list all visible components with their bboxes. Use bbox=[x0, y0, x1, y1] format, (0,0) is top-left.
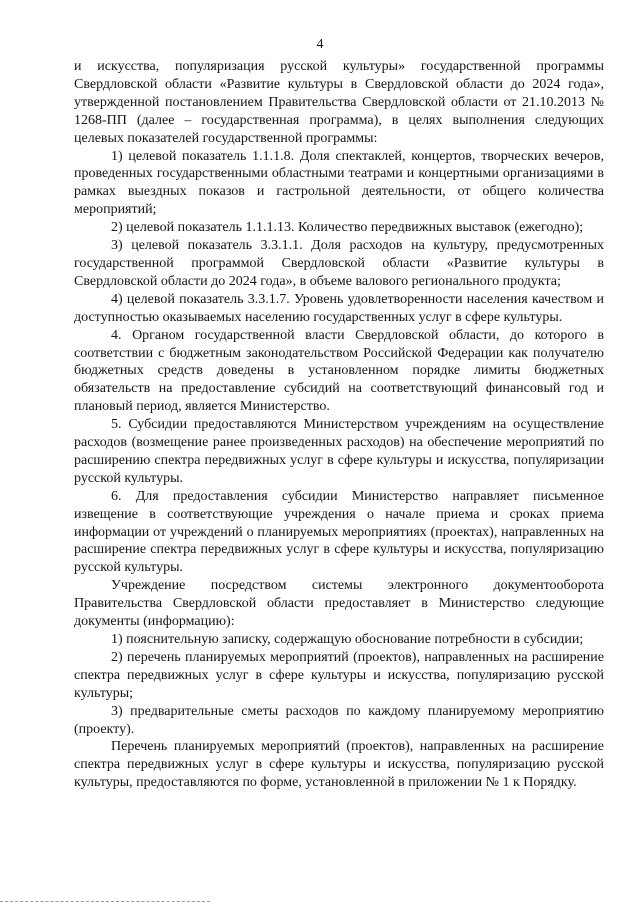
page-number: 4 bbox=[316, 37, 324, 52]
paragraph-list-form: Перечень планируемых мероприятий (проектов), направленных на расширение спектра передвижных услуг в сфере культуры и искусства, популяризацию русской культуры, предоставляются по форме, установленной в приложении № 1 к Порядку. bbox=[74, 739, 604, 791]
paragraph-indicator-3: 3) целевой показатель 3.3.1.1. Доля расходов на культуру, предусмотренных государственной программой Свердловской области «Развитие культуры в Свердловской области до 2024 года», в объеме валового регионального продукта; bbox=[74, 238, 604, 289]
paragraph-institution-provides: Учреждение посредством системы электронного документооборота Правительства Свердловской области предоставляет в Министерство следующие документы (информацию): bbox=[74, 578, 604, 630]
paragraph-indicator-4: 4) целевой показатель 3.3.1.7. Уровень удовлетворенности населения качеством и доступностью оказываемых населению государственных услуг в сфере культуры. bbox=[74, 291, 604, 325]
paragraph-document-1: 1) пояснительную записку, содержащую обоснование потребности в субсидии; bbox=[111, 632, 584, 647]
document-body bbox=[74, 58, 604, 792]
page-bottom-rule bbox=[0, 901, 210, 903]
paragraph-clause-5: 5. Субсидии предоставляются Министерством учреждениям на осуществление расходов (возмещение ранее произведенных расходов) на обеспечение мероприятий по расширению спектра передвижных услуг в сфере культуры и искусства, популяризации русской культуры. bbox=[74, 417, 604, 486]
paragraph-clause-6: 6. Для предоставления субсидии Министерство направляет письменное извещение в соответствующие учреждения о начале приема и сроках приема информации от учреждений о планируемых мероприятиях (проектах), направленных на расширение спектра передвижных услуг в сфере культуры и искусства, популяризацию русской культуры. bbox=[74, 488, 604, 576]
paragraph-continuation: и искусства, популяризация русской культуры» государственной программы Свердловской области «Развитие культуры в Свердловской области до 2024 года», утвержденной постановлением Правительства Свердловской области от 21.10.2013 № 1268-ПП (далее – государственная программа), в целях выполнения следующих целевых показателей государственной программы: bbox=[74, 59, 604, 146]
paragraph-indicator-2: 2) целевой показатель 1.1.1.13. Количество передвижных выставок (ежегодно); bbox=[111, 220, 584, 236]
paragraph-document-3: 3) предварительные сметы расходов по каждому планируемому мероприятию (проекту). bbox=[74, 703, 604, 737]
paragraph-indicator-1: 1) целевой показатель 1.1.1.8. Доля спектаклей, концертов, творческих вечеров, проведенных государственными областными театрами и концертными организациями в рамках выездных показов и гастрольной деятельности, от общего количества мероприятий; bbox=[74, 148, 604, 218]
paragraph-clause-4: 4. Органом государственной власти Свердловской области, до которого в соответствии с бюджетным законодательством Российской Федерации как получателю бюджетных средств доведены в установленном порядке лимиты бюджетных обязательств на предоставление субсидий на соответствующий финансовый год и плановый период, является Министерство. bbox=[74, 327, 604, 415]
paragraph-document-2: 2) перечень планируемых мероприятий (проектов), направленных на расширение спектра передвижных услуг в сфере культуры и искусства, популяризацию русской культуры; bbox=[74, 649, 604, 701]
